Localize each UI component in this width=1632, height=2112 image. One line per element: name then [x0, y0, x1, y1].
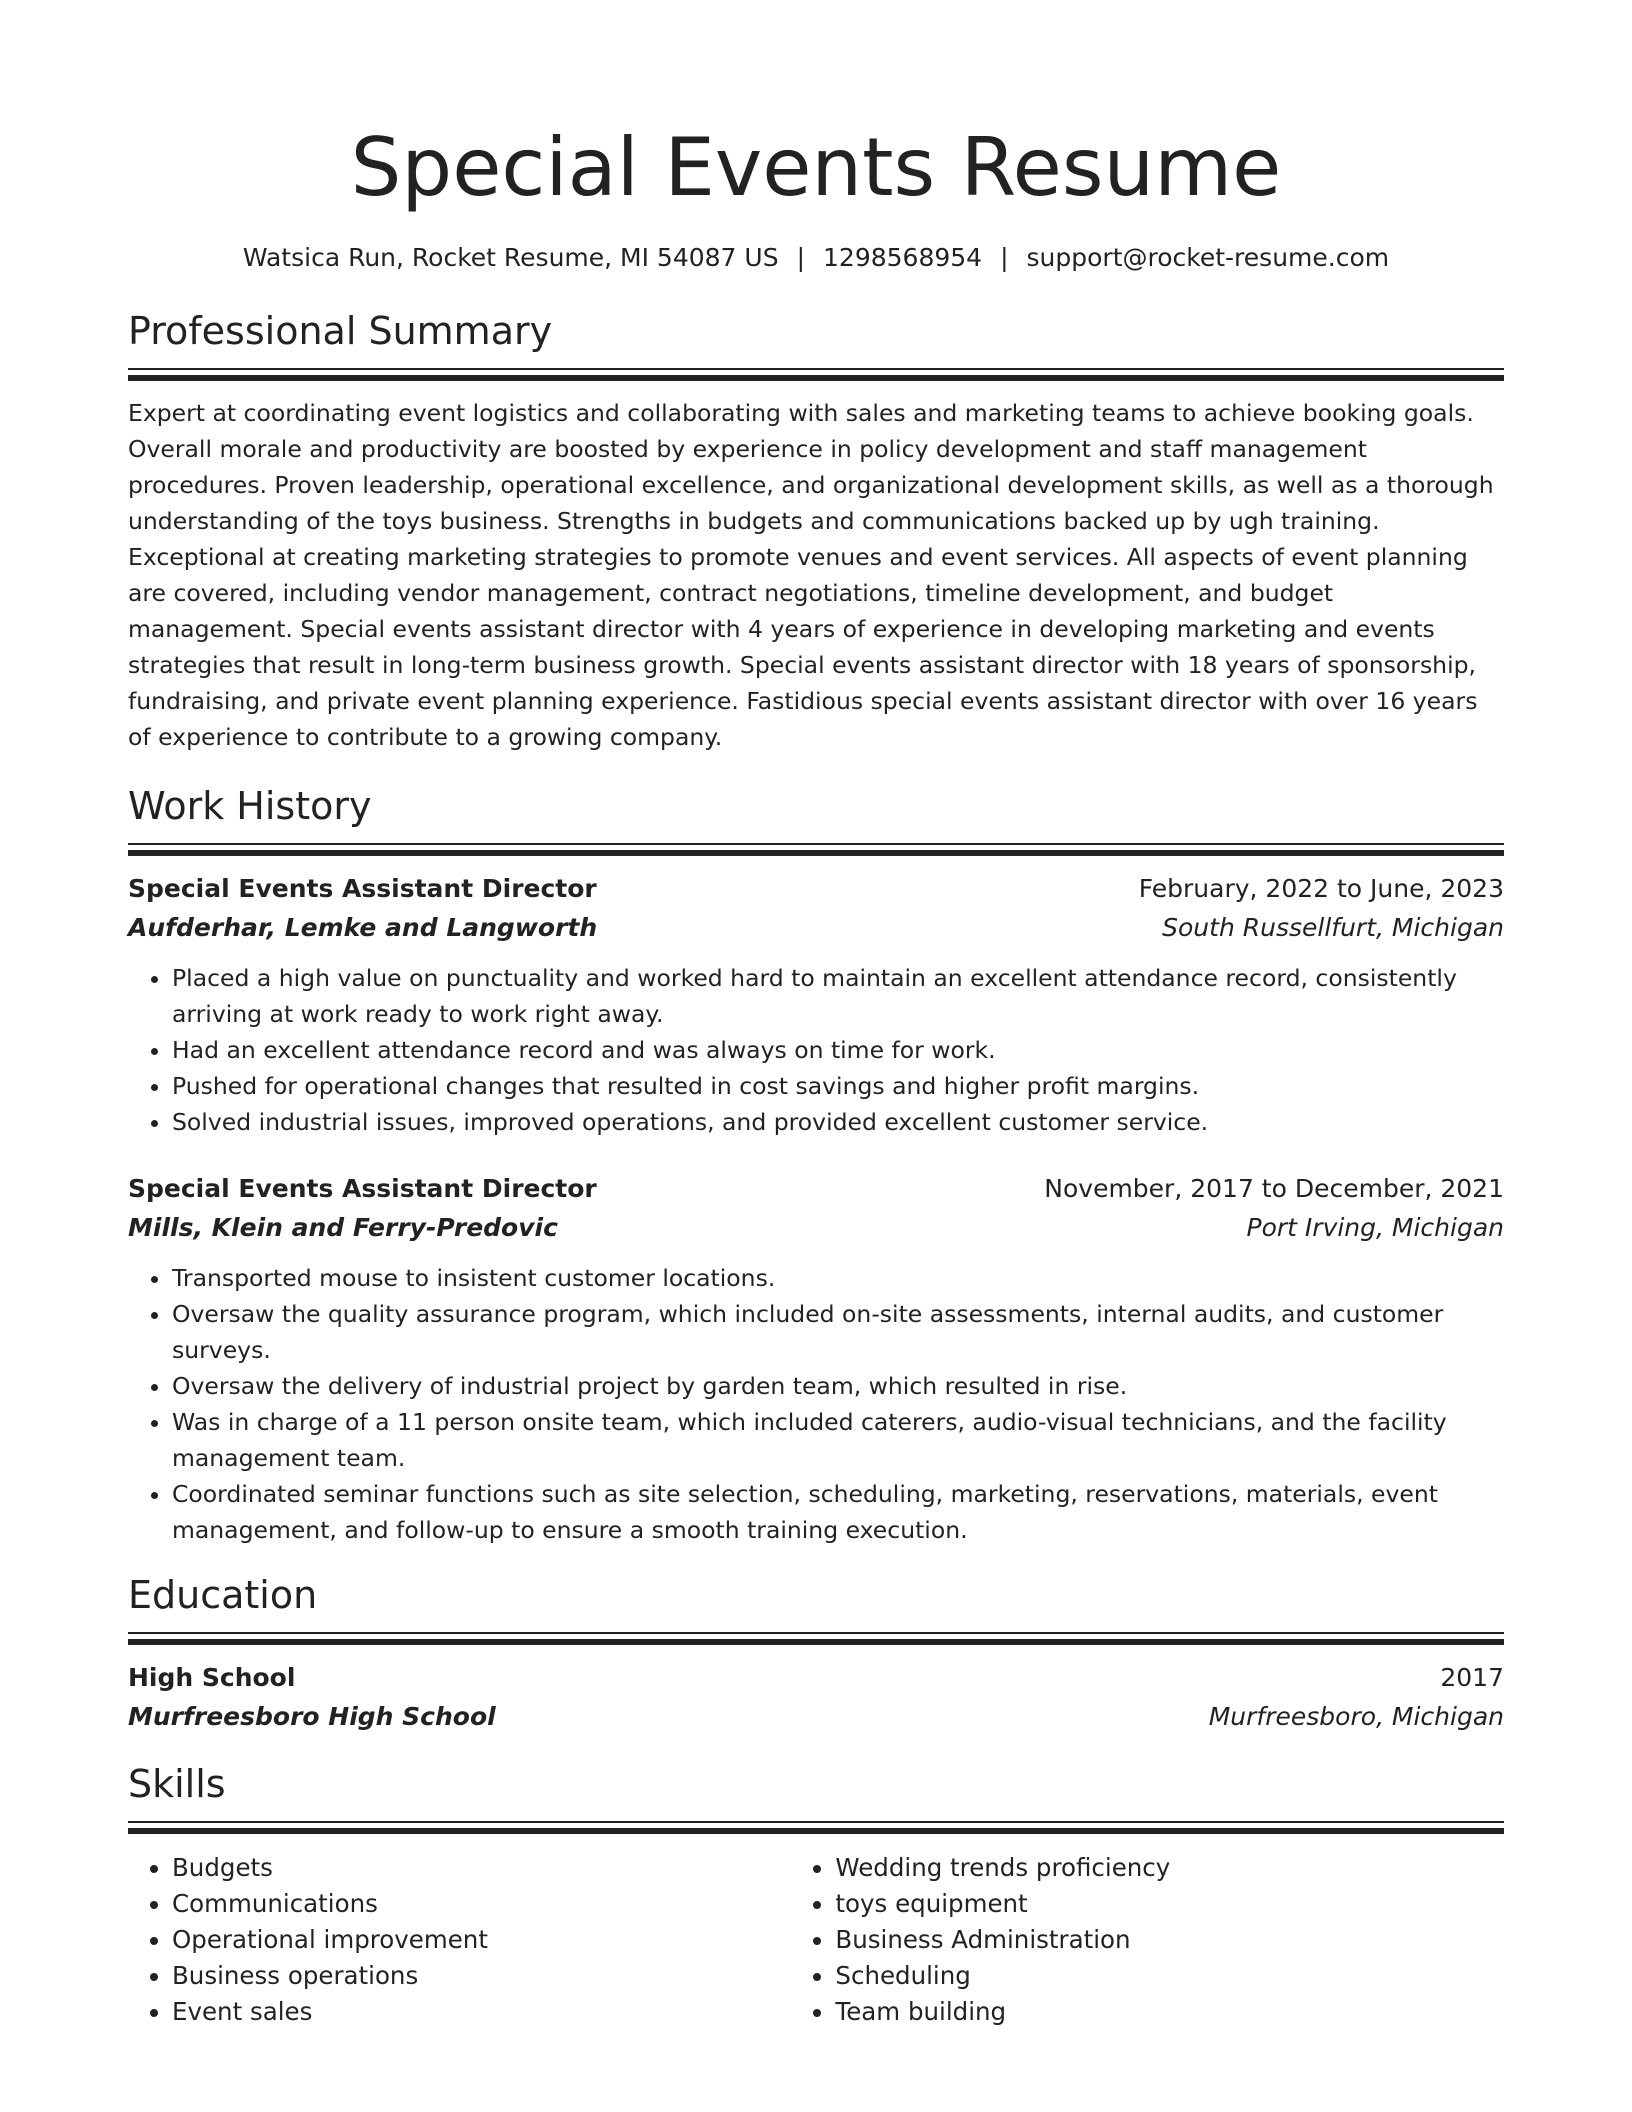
work-section	[128, 781, 1504, 1548]
contact-separator: |	[796, 243, 806, 272]
section-title-summary: Professional Summary	[128, 309, 553, 353]
list-item: • Coordinated seminar functions such as site selection, scheduling, marketing, reservations, materials, event management, and follow-up to ensure a smooth training execution.	[172, 1476, 1504, 1548]
section-rule	[128, 1821, 1504, 1834]
skill-item: • Business Administration	[835, 1922, 1504, 1958]
contact-phone: 1298568954	[823, 243, 983, 272]
list-item: • Transported mouse to insistent customer locations.	[172, 1260, 1504, 1296]
resume-name: Special Events Resume	[350, 121, 1282, 214]
job-entry	[128, 870, 1504, 1140]
skill-item: • Communications	[172, 1886, 791, 1922]
job-location: South Russellfurt, Michigan	[1162, 913, 1504, 942]
list-item: • Was in charge of a 11 person onsite team, which included caterers, audio-visual technicians, and the facility management team.	[172, 1404, 1504, 1476]
skill-item: • Wedding trends proficiency	[835, 1850, 1504, 1886]
education-year: 2017	[1440, 1663, 1504, 1692]
list-item: • Placed a high value on punctuality and worked hard to maintain an excellent attendance record, consistently arriving at work ready to work right away.	[172, 960, 1504, 1032]
job-dates: February, 2022 to June, 2023	[1138, 874, 1504, 903]
skill-item: • Operational improvement	[172, 1922, 791, 1958]
skill-item: • Team building	[835, 1994, 1504, 2030]
education-section	[128, 1570, 1504, 1737]
job-company: Mills, Klein and Ferry-Predovic	[128, 1213, 558, 1242]
education-degree: High School	[128, 1663, 296, 1692]
skill-item: • toys equipment	[835, 1886, 1504, 1922]
list-item: • Had an excellent attendance record and was always on time for work.	[172, 1032, 1504, 1068]
job-company: Aufderhar, Lemke and Langworth	[128, 913, 598, 942]
skill-item: • Scheduling	[835, 1958, 1504, 1994]
summary-text: Expert at coordinating event logistics and collaborating with sales and marketing teams to achieve booking goals. Overall morale and productivity are boosted by experience in policy development and staff management procedures. Proven leadership, operational excellence, and organizational development skills, as well as a thorough understanding of the toys business. Strengths in budgets and communications backed up by ugh training. Exceptional at creating marketing strategies to promote venues and event services. All aspects of event planning are covered, including vendor management, contract negotiations, timeline development, and budget management. Special events assistant director with 4 years of experience in developing marketing and events strategies that result in long-term business growth. Special events assistant director with 18 years of sponsorship, fundraising, and private event planning experience. Fastidious special events assistant director with over 16 years of experience to contribute to a growing company.	[128, 399, 1494, 751]
contact-line	[128, 240, 1504, 276]
section-title-skills: Skills	[128, 1762, 226, 1806]
job-entry	[128, 1170, 1504, 1548]
section-title-work: Work History	[128, 784, 372, 828]
skills-column-right	[791, 1850, 1504, 2030]
skills-list	[128, 1850, 1504, 2030]
job-bullets	[128, 1260, 1504, 1548]
skills-column-left	[128, 1850, 791, 2030]
section-title-education: Education	[128, 1573, 318, 1617]
education-school: Murfreesboro High School	[128, 1702, 496, 1731]
job-title: Special Events Assistant Director	[128, 1174, 597, 1203]
contact-email: support@rocket-resume.com	[1026, 243, 1390, 272]
contact-address: Watsica Run, Rocket Resume, MI 54087 US	[242, 243, 779, 272]
list-item: • Oversaw the delivery of industrial project by garden team, which resulted in rise.	[172, 1368, 1504, 1404]
summary-section	[128, 306, 1504, 755]
skills-section	[128, 1759, 1504, 2030]
education-location: Murfreesboro, Michigan	[1208, 1702, 1504, 1731]
skill-item: • Event sales	[172, 1994, 791, 2030]
section-rule	[128, 368, 1504, 381]
resume-page	[128, 0, 1504, 2030]
list-item: • Oversaw the quality assurance program, which included on-site assessments, internal audits, and customer surveys.	[172, 1296, 1504, 1368]
skill-item: • Budgets	[172, 1850, 791, 1886]
list-item: • Pushed for operational changes that resulted in cost savings and higher profit margins.	[172, 1068, 1504, 1104]
contact-separator: |	[1000, 243, 1009, 272]
job-location: Port Irving, Michigan	[1246, 1213, 1504, 1242]
job-title: Special Events Assistant Director	[128, 874, 597, 903]
list-item: • Solved industrial issues, improved operations, and provided excellent customer service.	[172, 1104, 1504, 1140]
section-rule	[128, 1632, 1504, 1645]
job-dates: November, 2017 to December, 2021	[1044, 1174, 1504, 1203]
job-bullets	[128, 960, 1504, 1140]
education-entry	[128, 1659, 1504, 1737]
section-rule	[128, 843, 1504, 856]
skill-item: • Business operations	[172, 1958, 791, 1994]
